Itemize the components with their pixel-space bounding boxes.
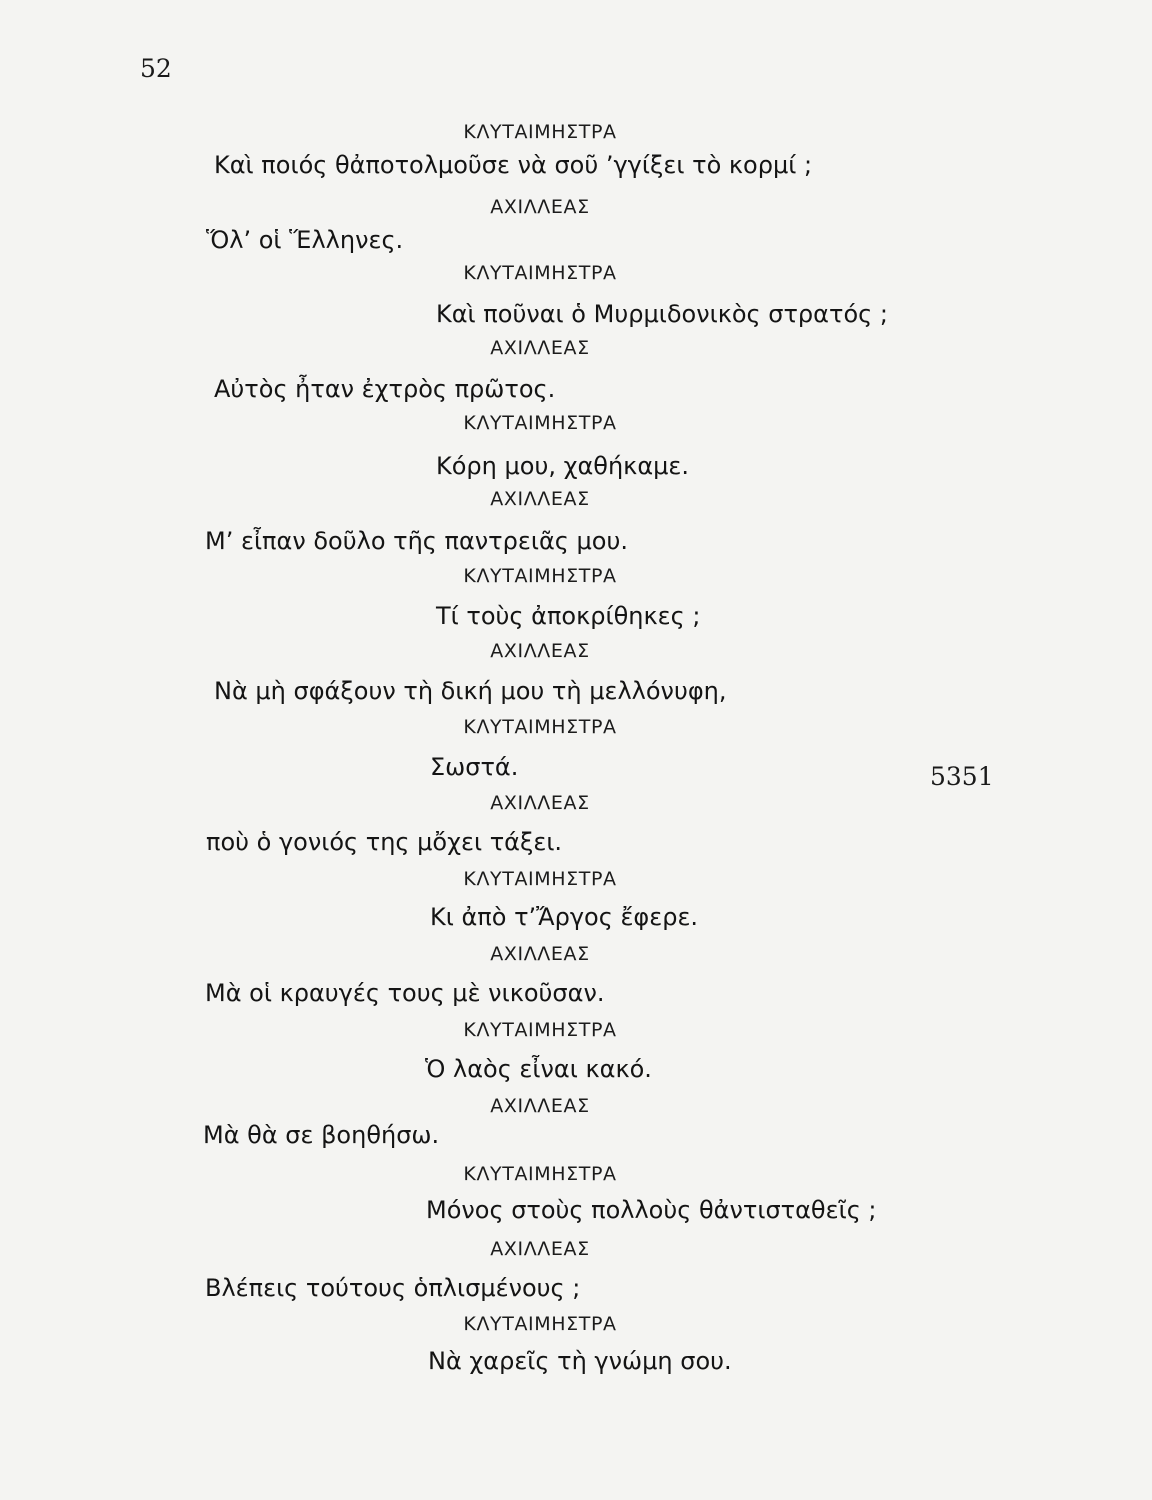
verse-line: Τί τοὺς ἀποκρίθηκες ;: [436, 602, 701, 630]
speaker-name: ΑΧΙΛΛΕΑΣ: [490, 1238, 590, 1260]
speaker-name: ΚΛΥΤΑΙΜΗΣΤΡΑ: [463, 716, 617, 738]
verse-line: Καὶ ποιός θἀποτολμοῦσε νὰ σοῦ ’γγίξει τὸ κορμί ;: [214, 151, 813, 179]
verse-line: Κόρη μου, χαθήκαμε.: [436, 452, 690, 480]
margin-line-number: 5351: [930, 762, 994, 791]
verse-line: Νὰ χαρεῖς τὴ γνώμη σου.: [428, 1347, 732, 1375]
verse-line: ποὺ ὁ γονιός της μὄχει τάξει.: [206, 828, 563, 856]
verse-line: Μὰ οἱ κραυγές τους μὲ νικοῦσαν.: [205, 979, 605, 1007]
speaker-name: ΚΛΥΤΑΙΜΗΣΤΡΑ: [463, 262, 617, 284]
speaker-name: ΚΛΥΤΑΙΜΗΣΤΡΑ: [463, 1163, 617, 1185]
speaker-name: ΚΛΥΤΑΙΜΗΣΤΡΑ: [463, 868, 617, 890]
verse-line: Αὐτὸς ἦταν ἐχτρὸς πρῶτος.: [214, 375, 556, 403]
verse-line: Βλέπεις τούτους ὁπλισμένους ;: [205, 1274, 581, 1302]
verse-line: Μόνος στοὺς πολλοὺς θἀντισταθεῖς ;: [426, 1196, 877, 1224]
verse-line: Ὅλ’ οἱ Ἕλληνες.: [206, 226, 404, 254]
speaker-name: ΑΧΙΛΛΕΑΣ: [490, 488, 590, 510]
verse-line: Κι ἀπὸ τ’Ἄργος ἔφερε.: [430, 903, 699, 931]
verse-line: Μ’ εἶπαν δοῦλο τῆς παντρειᾶς μου.: [205, 527, 628, 555]
speaker-name: ΑΧΙΛΛΕΑΣ: [490, 640, 590, 662]
speaker-name: ΚΛΥΤΑΙΜΗΣΤΡΑ: [463, 565, 617, 587]
speaker-name: ΚΛΥΤΑΙΜΗΣΤΡΑ: [463, 412, 617, 434]
speaker-name: ΚΛΥΤΑΙΜΗΣΤΡΑ: [463, 1019, 617, 1041]
page-number: 52: [140, 54, 172, 83]
verse-line: Μὰ θὰ σε βοηθήσω.: [203, 1121, 440, 1149]
speaker-name: ΑΧΙΛΛΕΑΣ: [490, 792, 590, 814]
speaker-name: ΚΛΥΤΑΙΜΗΣΤΡΑ: [463, 121, 617, 143]
speaker-name: ΑΧΙΛΛΕΑΣ: [490, 196, 590, 218]
verse-line: Νὰ μὴ σφάξουν τὴ δική μου τὴ μελλόνυφη,: [214, 677, 727, 705]
speaker-name: ΑΧΙΛΛΕΑΣ: [490, 943, 590, 965]
verse-line: Σωστά.: [430, 753, 519, 781]
speaker-name: ΚΛΥΤΑΙΜΗΣΤΡΑ: [463, 1313, 617, 1335]
verse-line: Ὁ λαὸς εἶναι κακό.: [425, 1055, 652, 1083]
verse-line: Καὶ ποῦναι ὁ Μυρμιδονικὸς στρατός ;: [436, 300, 888, 328]
speaker-name: ΑΧΙΛΛΕΑΣ: [490, 1095, 590, 1117]
speaker-name: ΑΧΙΛΛΕΑΣ: [490, 337, 590, 359]
